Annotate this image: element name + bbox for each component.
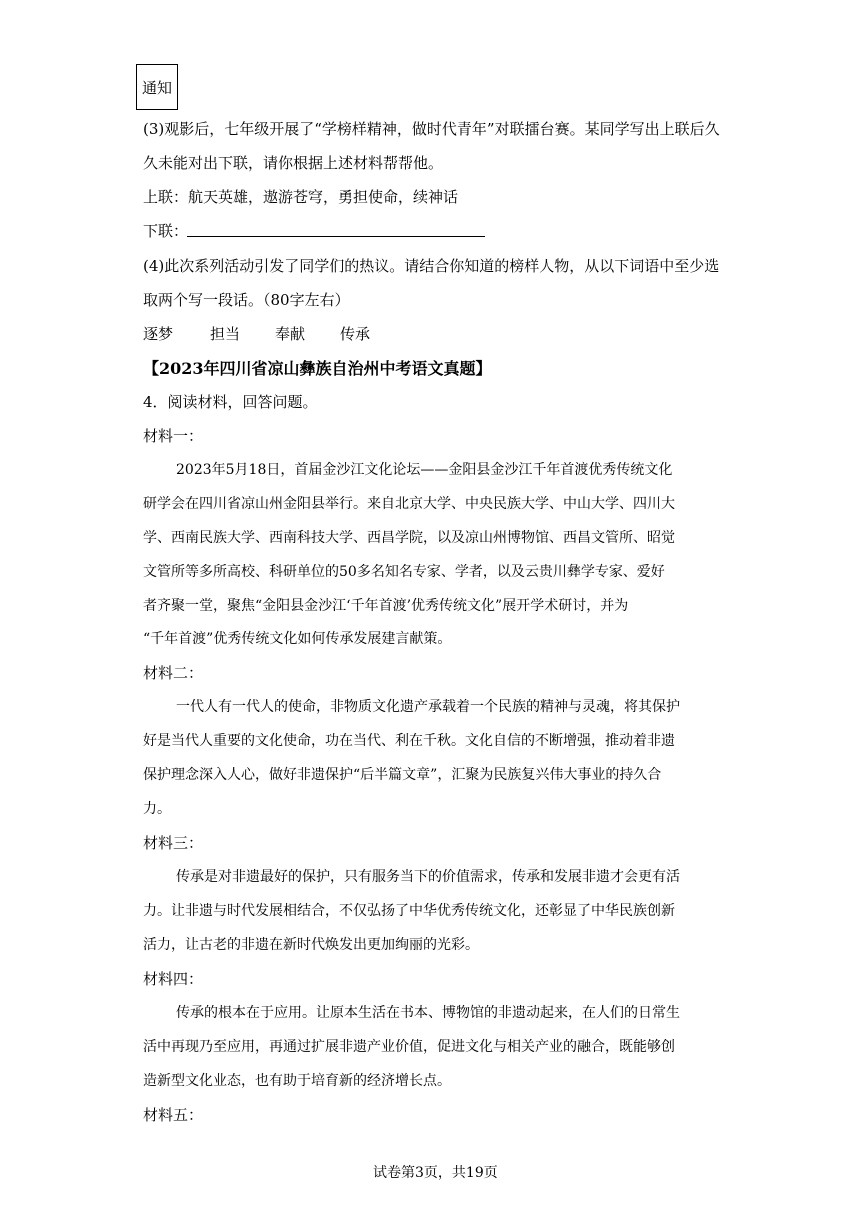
section-title: 【2023年四川省凉山彝族自治州中考语文真题】 xyxy=(143,359,492,378)
couplet-upper: 上联：航天英雄，遨游苍穹，勇担使命，续神话 xyxy=(143,188,459,206)
q4-line1: (4)此次系列活动引发了同学们的热议。请结合你知道的榜样人物，从以下词语中至少选 xyxy=(143,257,720,275)
material-2-line: 力。 xyxy=(143,801,171,817)
answer-blank-line[interactable] xyxy=(187,236,485,237)
q3-line2: 久未能对出下联，请你根据上述材料帮帮他。 xyxy=(143,154,444,172)
material-2-line: 好是当代人重要的文化使命，功在当代、利在千秋。文化自信的不断增强，推动着非遗 xyxy=(143,733,675,749)
q4-line2: 取两个写一段话。（80字左右） xyxy=(143,291,350,309)
material-3-line: 力。让非遗与时代发展相结合，不仅弘扬了中华优秀传统文化，还彰显了中华民族创新 xyxy=(143,903,675,919)
material-4-line: 传承的根本在于应用。让原本生活在书本、博物馆的非遗动起来，在人们的日常生 xyxy=(176,1005,680,1021)
material-2-line: 保护理念深入人心，做好非遗保护“后半篇文章”，汇聚为民族复兴伟大事业的持久合 xyxy=(143,767,662,783)
material-1-line: 学、西南民族大学、西南科技大学、西昌学院，以及凉山州博物馆、西昌文管所、昭觉 xyxy=(143,530,675,546)
page-footer: 试卷第3页，共19页 xyxy=(373,1165,498,1181)
material-2-line: 一代人有一代人的使命，非物质文化遗产承载着一个民族的精神与灵魂，将其保护 xyxy=(176,699,680,715)
material-3-line: 传承是对非遗最好的保护，只有服务当下的价值需求，传承和发展非遗才会更有活 xyxy=(176,869,680,885)
word-4: 传承 xyxy=(340,325,371,343)
question-4: 4．阅读材料，回答问题。 xyxy=(143,393,318,411)
material-1-line: 2023年5月18日，首届金沙江文化论坛——金阳县金沙江千年首渡优秀传统文化 xyxy=(176,462,673,478)
material-5-label: 材料五： xyxy=(143,1106,204,1124)
word-1: 逐梦 xyxy=(143,325,174,343)
material-1-label: 材料一： xyxy=(143,427,204,445)
material-1-line: 文管所等多所高校、科研单位的50多名知名专家、学者，以及云贵川彝学专家、爱好 xyxy=(143,564,665,580)
notice-box: 通知 xyxy=(136,64,178,110)
material-3-line: 活力，让古老的非遗在新时代焕发出更加绚丽的光彩。 xyxy=(143,937,479,953)
material-1-line: 研学会在四川省凉山州金阳县举行。来自北京大学、中央民族大学、中山大学、四川大 xyxy=(143,496,675,512)
material-3-label: 材料三： xyxy=(143,834,204,852)
material-4-label: 材料四： xyxy=(143,970,204,988)
couplet-lower-label: 下联： xyxy=(143,222,189,240)
material-4-line: 活中再现乃至应用，再通过扩展非遗产业价值，促进文化与相关产业的融合，既能够创 xyxy=(143,1039,675,1055)
word-3: 奉献 xyxy=(275,325,306,343)
word-2: 担当 xyxy=(210,325,241,343)
material-2-label: 材料二： xyxy=(143,664,204,682)
material-1-line: 者齐聚一堂，聚焦“金阳县金沙江‘千年首渡’优秀传统文化”展开学术研讨，并为 xyxy=(143,598,629,614)
material-4-line: 造新型文化业态，也有助于培育新的经济增长点。 xyxy=(143,1073,451,1089)
q3-line1: (3)观影后，七年级开展了“学榜样精神，做时代青年”对联擂台赛。某同学写出上联后久 xyxy=(143,120,720,138)
material-1-line: “千年首渡”优秀传统文化如何传承发展建言献策。 xyxy=(143,631,452,647)
